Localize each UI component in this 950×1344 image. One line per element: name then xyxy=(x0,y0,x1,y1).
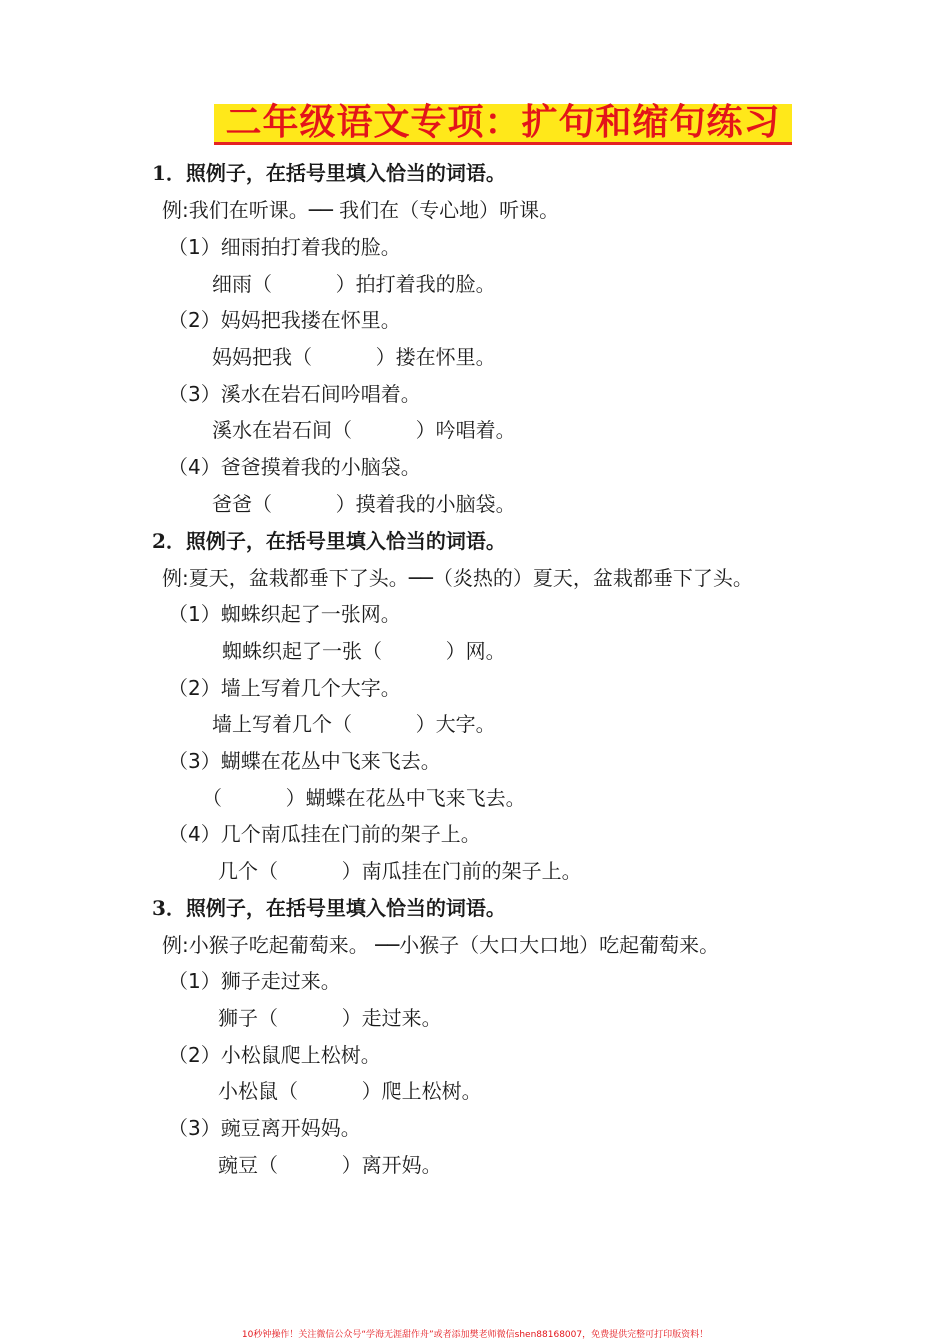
section-2-item-3-question: （3）蝴蝶在花丛中飞来飞去。 xyxy=(168,749,441,773)
section-1-item-3-question: （3）溪水在岩石间吟唱着。 xyxy=(168,382,421,406)
section-3-heading: 3．照例子，在括号里填入恰当的词语。 xyxy=(152,896,506,920)
section-1-heading: 1．照例子，在括号里填入恰当的词语。 xyxy=(152,161,506,185)
section-1-item-2-answer: 妈妈把我（ ）搂在怀里。 xyxy=(212,345,496,369)
section-2-item-1-question: （1）蜘蛛织起了一张网。 xyxy=(168,602,401,626)
section-3-item-3-question: （3）豌豆离开妈妈。 xyxy=(168,1116,361,1140)
section-2-heading: 2．照例子，在括号里填入恰当的词语。 xyxy=(152,529,506,553)
section-2-item-1-answer: 蜘蛛织起了一张（ ）网。 xyxy=(222,639,506,663)
section-1-example: 例:我们在听课。── 我们在（专心地）听课。 xyxy=(162,198,560,222)
section-2-example: 例:夏天，盆栽都垂下了头。──（炎热的）夏天，盆栽都垂下了头。 xyxy=(162,566,753,590)
section-2-item-2-answer: 墙上写着几个（ ）大字。 xyxy=(212,712,496,736)
section-3-example: 例:小猴子吃起葡萄来。 ──小猴子（大口大口地）吃起葡萄来。 xyxy=(162,933,720,957)
page-title: 二年级语文专项：扩句和缩句练习 xyxy=(225,102,781,143)
section-1-item-1-question: （1）细雨拍打着我的脸。 xyxy=(168,235,401,259)
section-3-item-1-question: （1）狮子走过来。 xyxy=(168,969,341,993)
page-title-banner xyxy=(214,100,792,148)
section-1-item-2-question: （2）妈妈把我搂在怀里。 xyxy=(168,308,401,332)
section-2-item-4-answer: 几个（ ）南瓜挂在门前的架子上。 xyxy=(218,859,582,883)
section-3-item-2-answer: 小松鼠（ ）爬上松树。 xyxy=(218,1079,482,1103)
section-3-item-1-answer: 狮子（ ）走过来。 xyxy=(218,1006,442,1030)
section-1-item-4-answer: 爸爸（ ）摸着我的小脑袋。 xyxy=(212,492,516,516)
section-3-item-2-question: （2）小松鼠爬上松树。 xyxy=(168,1043,381,1067)
section-1-item-3-answer: 溪水在岩石间（ ）吟唱着。 xyxy=(212,418,516,442)
section-2-item-4-question: （4）几个南瓜挂在门前的架子上。 xyxy=(168,822,481,846)
section-1-item-4-question: （4）爸爸摸着我的小脑袋。 xyxy=(168,455,421,479)
section-3-item-3-answer: 豌豆（ ）离开妈。 xyxy=(218,1153,442,1177)
section-2-item-3-answer: （ ）蝴蝶在花丛中飞来飞去。 xyxy=(202,786,526,810)
footer-promo-text: 10秒钟操作！关注微信公众号“学海无涯甜作舟”或者添加樊老师微信shen88168007，免费提供完整可打印版资料！ xyxy=(241,1330,709,1340)
section-2-item-2-question: （2）墙上写着几个大字。 xyxy=(168,676,401,700)
section-1-item-1-answer: 细雨（ ）拍打着我的脸。 xyxy=(212,272,496,296)
